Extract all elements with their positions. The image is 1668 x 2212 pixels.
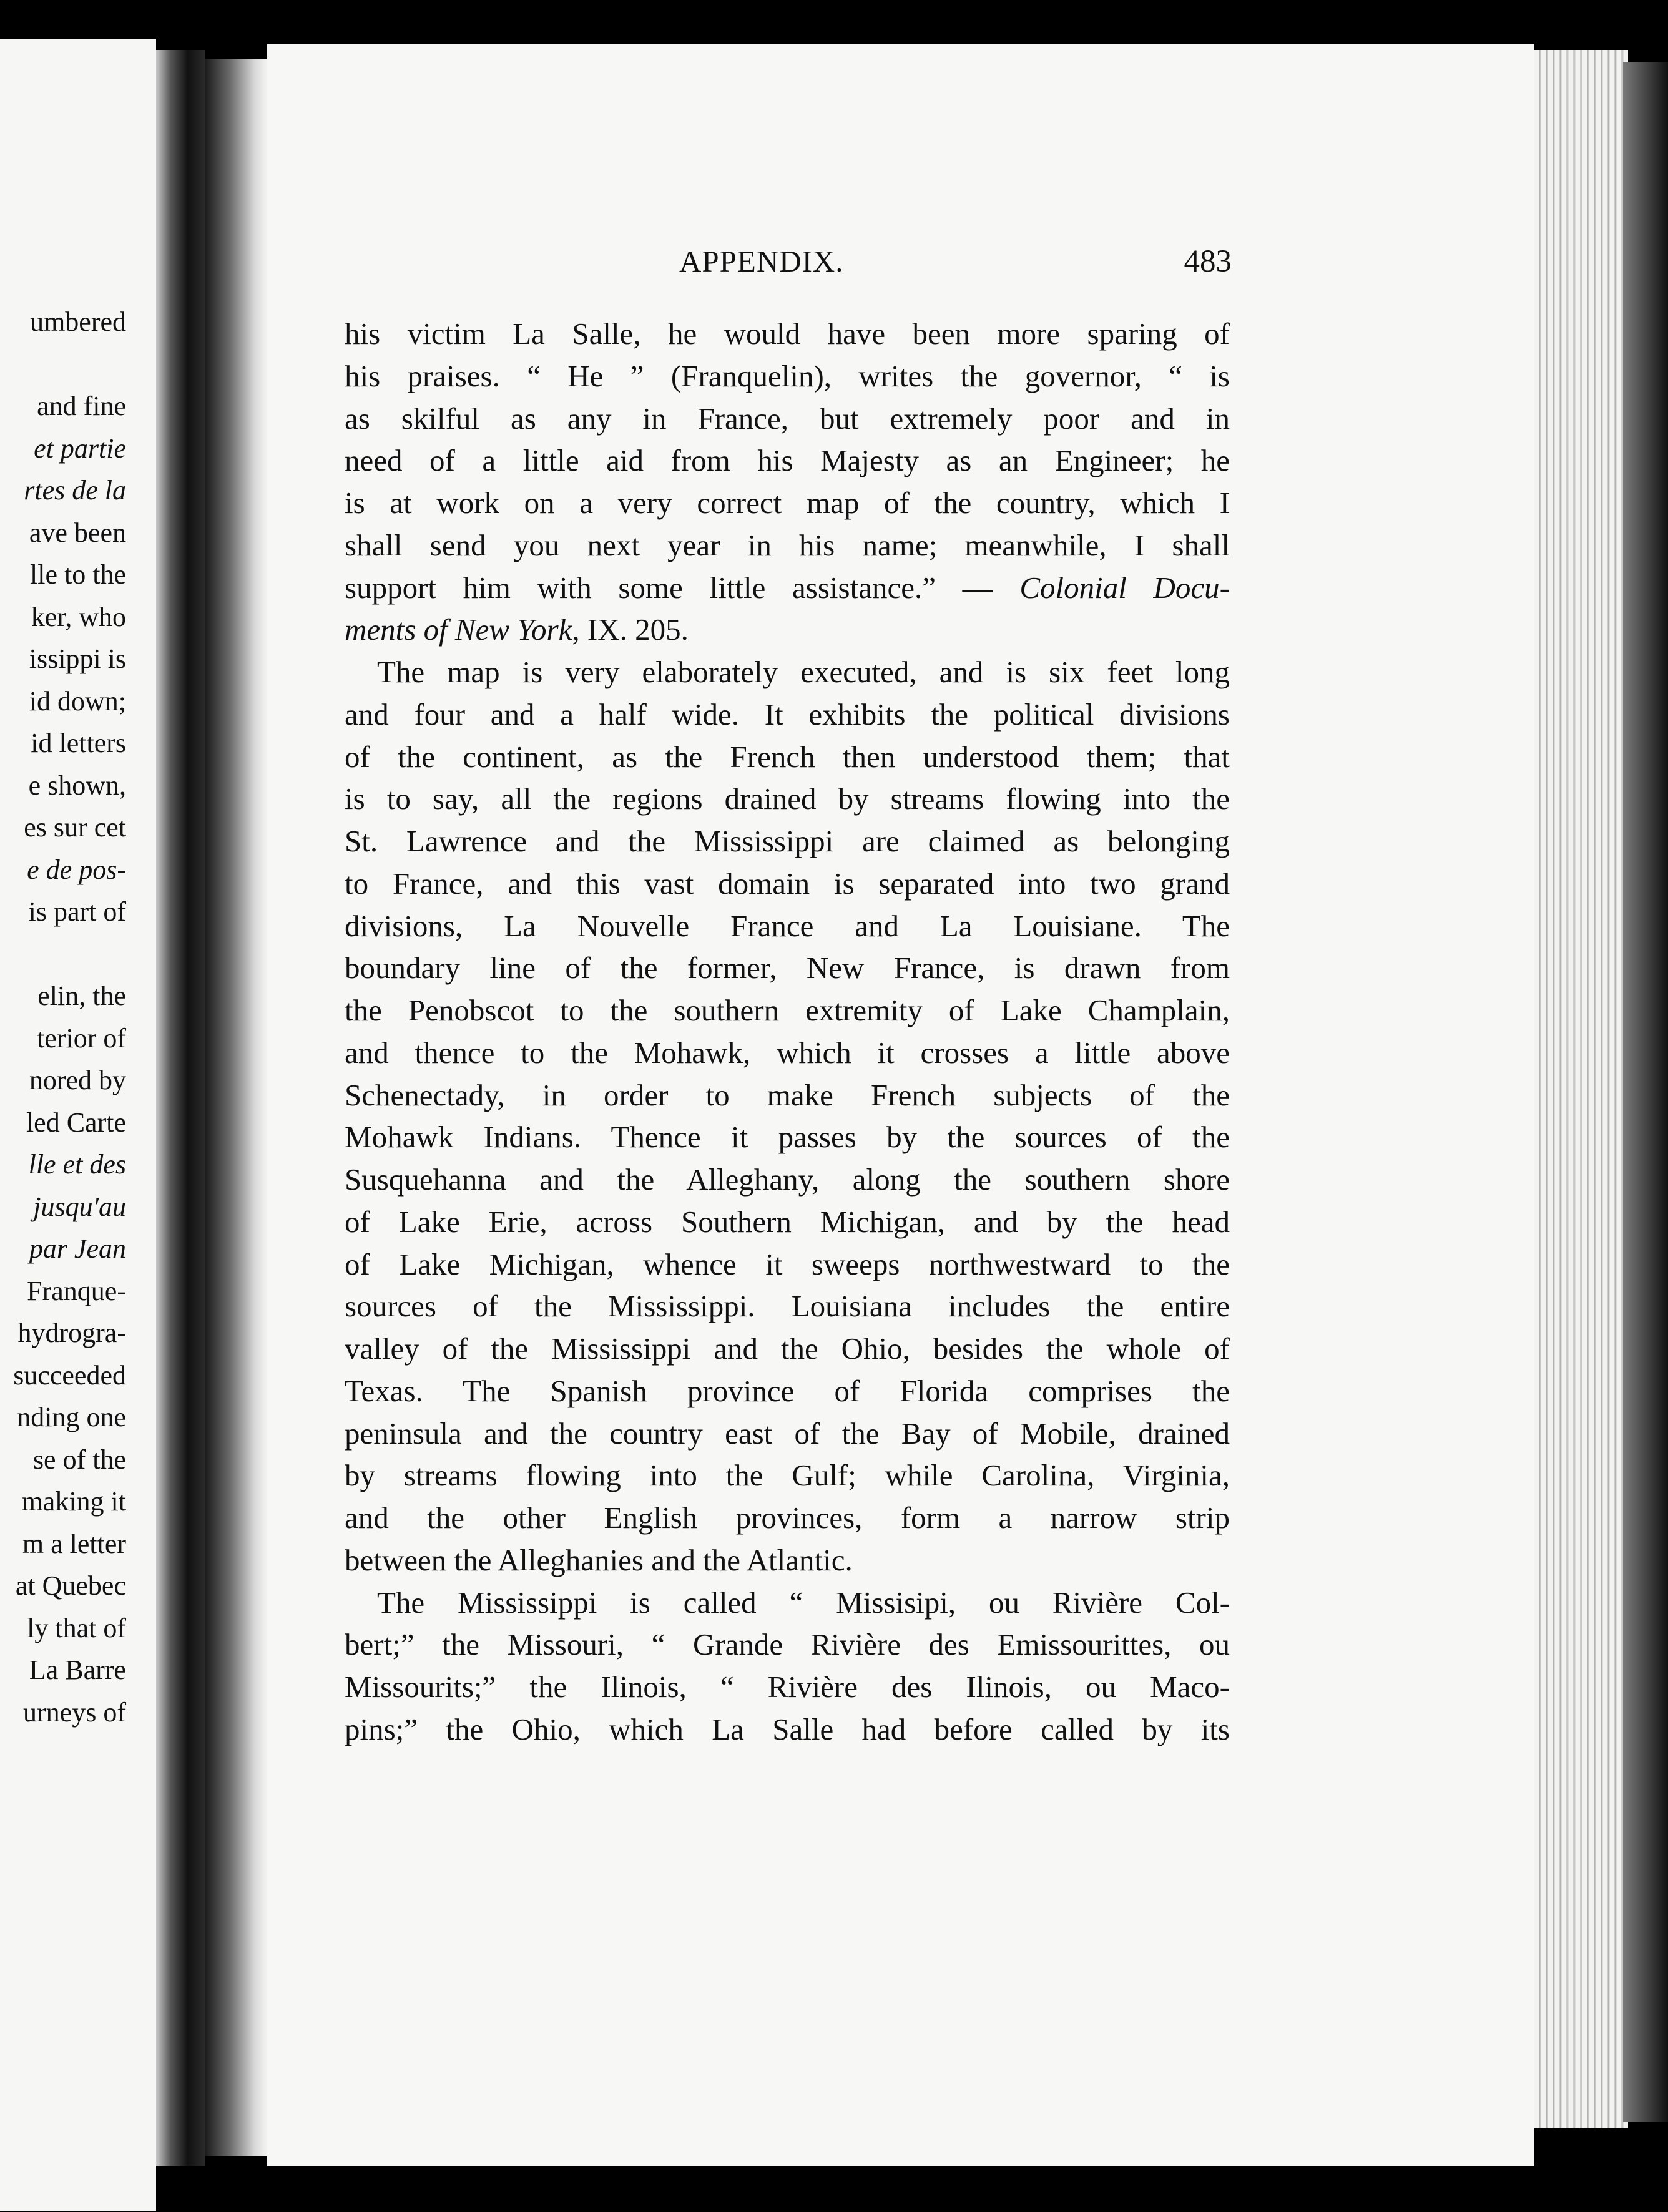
facing-page-line: jusqu'au <box>33 1191 126 1222</box>
text-line <box>345 863 1230 905</box>
page-number: 483 <box>1184 244 1232 279</box>
text-line <box>345 1285 1230 1328</box>
line-text: support him with some little assistance.” — <box>345 570 993 605</box>
line-text: and four and a half wide. It exhibits the political divisions <box>345 697 1230 732</box>
facing-page-line: id down; <box>29 685 126 717</box>
facing-page-line: nored by <box>29 1065 126 1095</box>
facing-page-line: umbered <box>30 306 126 337</box>
line-text: the Penobscot to the southern extremity of Lake Champlain, <box>345 993 1230 1027</box>
text-line <box>345 482 1230 524</box>
line-text: Missourits;” the Ilinois, “ Rivière des Ilinois, ou Maco- <box>345 1670 1230 1704</box>
line-text: to France, and this vast domain is separated into two grand <box>345 866 1230 901</box>
body-text <box>345 313 1230 1751</box>
text-line <box>345 1116 1230 1158</box>
line-text: St. Lawrence and the Mississippi are claimed as belonging <box>345 824 1230 858</box>
line-text: Susquehanna and the Alleghany, along the southern shore <box>345 1162 1230 1197</box>
text-line <box>345 1158 1230 1201</box>
facing-page-line: se of the <box>32 1444 126 1475</box>
text-line <box>345 1623 1230 1666</box>
text-line <box>345 398 1230 440</box>
text-line <box>345 905 1230 947</box>
text-line <box>345 736 1230 778</box>
page-edges <box>1534 50 1628 2128</box>
line-text: need of a little aid from his Majesty as an Engineer; he <box>345 443 1230 478</box>
page-curl-shadow <box>156 50 205 2166</box>
line-text: Texas. The Spanish province of Florida comprises the <box>345 1373 1230 1408</box>
text-line <box>345 1201 1230 1243</box>
facing-page-line: La Barre <box>29 1655 126 1685</box>
facing-page-line: at Quebec <box>15 1570 126 1601</box>
text-line <box>345 1328 1230 1370</box>
text-line <box>345 1454 1230 1497</box>
line-text: by streams flowing into the Gulf; while Carolina, Virginia, <box>345 1458 1230 1493</box>
line-text: shall send you next year in his name; meanwhile, I shall <box>345 527 1230 562</box>
facing-page-line <box>0 933 126 976</box>
facing-page-line: m a letter <box>22 1528 126 1559</box>
facing-page-line: id letters <box>31 728 126 758</box>
line-text: of Lake Erie, across Southern Michigan, and by the head <box>345 1204 1230 1239</box>
text-line <box>345 355 1230 398</box>
line-text: his victim La Salle, he would have been more sparing of <box>345 316 1230 351</box>
line-text: is to say, all the regions drained by streams flowing into the <box>345 781 1230 816</box>
facing-page-text <box>0 301 126 1733</box>
line-text: divisions, La Nouvelle France and La Louisiane. The <box>345 908 1230 943</box>
line-text: bert;” the Missouri, “ Grande Rivière des Emissourittes, ou <box>345 1627 1230 1662</box>
text-line <box>345 989 1230 1032</box>
page-edges-shade <box>1623 62 1668 2122</box>
text-line <box>345 1582 1230 1624</box>
line-text: IX. 205. <box>579 612 689 647</box>
facing-page-line: making it <box>21 1486 126 1517</box>
text-line <box>345 1370 1230 1412</box>
running-title: APPENDIX. <box>679 244 844 278</box>
book-gutter <box>205 59 267 2156</box>
facing-page-line: lle et des <box>28 1149 126 1180</box>
text-line <box>345 1539 1230 1582</box>
line-text: and thence to the Mohawk, which it crosses a little above <box>345 1035 1230 1070</box>
facing-page-line: ker, who <box>31 601 126 632</box>
line-text: boundary line of the former, New France, is drawn from <box>345 951 1230 986</box>
facing-page-left <box>0 39 156 2211</box>
text-line <box>345 609 1230 651</box>
facing-page-line: Franque- <box>27 1275 126 1306</box>
line-text: Mohawk Indians. Thence it passes by the sources of the <box>345 1120 1230 1155</box>
facing-page-line: rtes de la <box>24 475 126 506</box>
facing-page-line: hydrogra- <box>17 1318 126 1348</box>
text-line <box>345 524 1230 567</box>
line-text: as skilful as any in France, but extremely poor and in <box>345 401 1230 436</box>
facing-page-line: ly that of <box>27 1612 126 1643</box>
text-line <box>345 439 1230 482</box>
text-line <box>345 820 1230 863</box>
facing-page-line: par Jean <box>29 1233 126 1264</box>
facing-page-line: issippi is <box>29 644 126 674</box>
text-line <box>345 313 1230 355</box>
line-text: The Mississippi is called “ Missisipi, ou Rivière Col- <box>377 1585 1230 1620</box>
line-text: between the Alleghanies and the Atlantic. <box>345 1542 853 1577</box>
text-line <box>345 1412 1230 1455</box>
line-text: of the continent, as the French then understood them; that <box>345 739 1230 774</box>
text-line <box>345 1708 1230 1751</box>
line-text: sources of the Mississippi. Louisiana includes the entire <box>345 1289 1230 1324</box>
facing-page-line: ave been <box>29 517 126 548</box>
facing-page-line: succeeded <box>13 1359 126 1391</box>
facing-page-line: es sur cet <box>24 812 126 843</box>
text-line <box>345 651 1230 693</box>
text-line <box>345 1243 1230 1286</box>
facing-page-line: urneys of <box>23 1696 126 1728</box>
line-text: peninsula and the country east of the Bay of Mobile, drained <box>345 1416 1230 1451</box>
facing-page-line: elin, the <box>37 981 126 1011</box>
text-line <box>345 1666 1230 1708</box>
facing-page-line: led Carte <box>26 1107 126 1138</box>
text-line <box>345 693 1230 736</box>
line-text: Schenectady, in order to make French subjects of the <box>345 1077 1230 1112</box>
line-text: valley of the Mississippi and the Ohio, besides the whole of <box>345 1331 1230 1366</box>
line-text: and the other English provinces, form a narrow strip <box>345 1500 1230 1535</box>
line-text: is at work on a very correct map of the country, which I <box>345 486 1230 520</box>
text-line <box>345 1497 1230 1539</box>
text-line <box>345 778 1230 820</box>
text-line <box>345 947 1230 989</box>
facing-page-line: et partie <box>34 433 126 464</box>
line-text: of Lake Michigan, whence it sweeps northwestward to the <box>345 1246 1230 1281</box>
facing-page-line: terior of <box>37 1022 126 1054</box>
facing-page-line: and fine <box>37 391 126 421</box>
text-line <box>345 567 1230 609</box>
facing-page-line: lle to the <box>30 559 126 590</box>
facing-page-line: nding one <box>17 1402 126 1432</box>
running-header <box>342 243 1235 287</box>
italic-citation: ments of New York, <box>345 612 580 647</box>
italic-citation: Colonial Docu- <box>1019 570 1230 605</box>
text-line <box>345 1074 1230 1117</box>
facing-page-line: is part of <box>28 896 126 927</box>
facing-page-line <box>0 343 126 386</box>
text-line <box>345 1032 1230 1074</box>
facing-page-line: e shown, <box>28 770 126 801</box>
facing-page-line: e de pos- <box>27 854 126 885</box>
line-text: The map is very elaborately executed, and is six feet long <box>377 655 1230 689</box>
line-text: pins;” the Ohio, which La Salle had before called by its <box>345 1711 1230 1746</box>
line-text: his praises. “ He ” (Franquelin), writes the governor, “ is <box>345 358 1230 393</box>
